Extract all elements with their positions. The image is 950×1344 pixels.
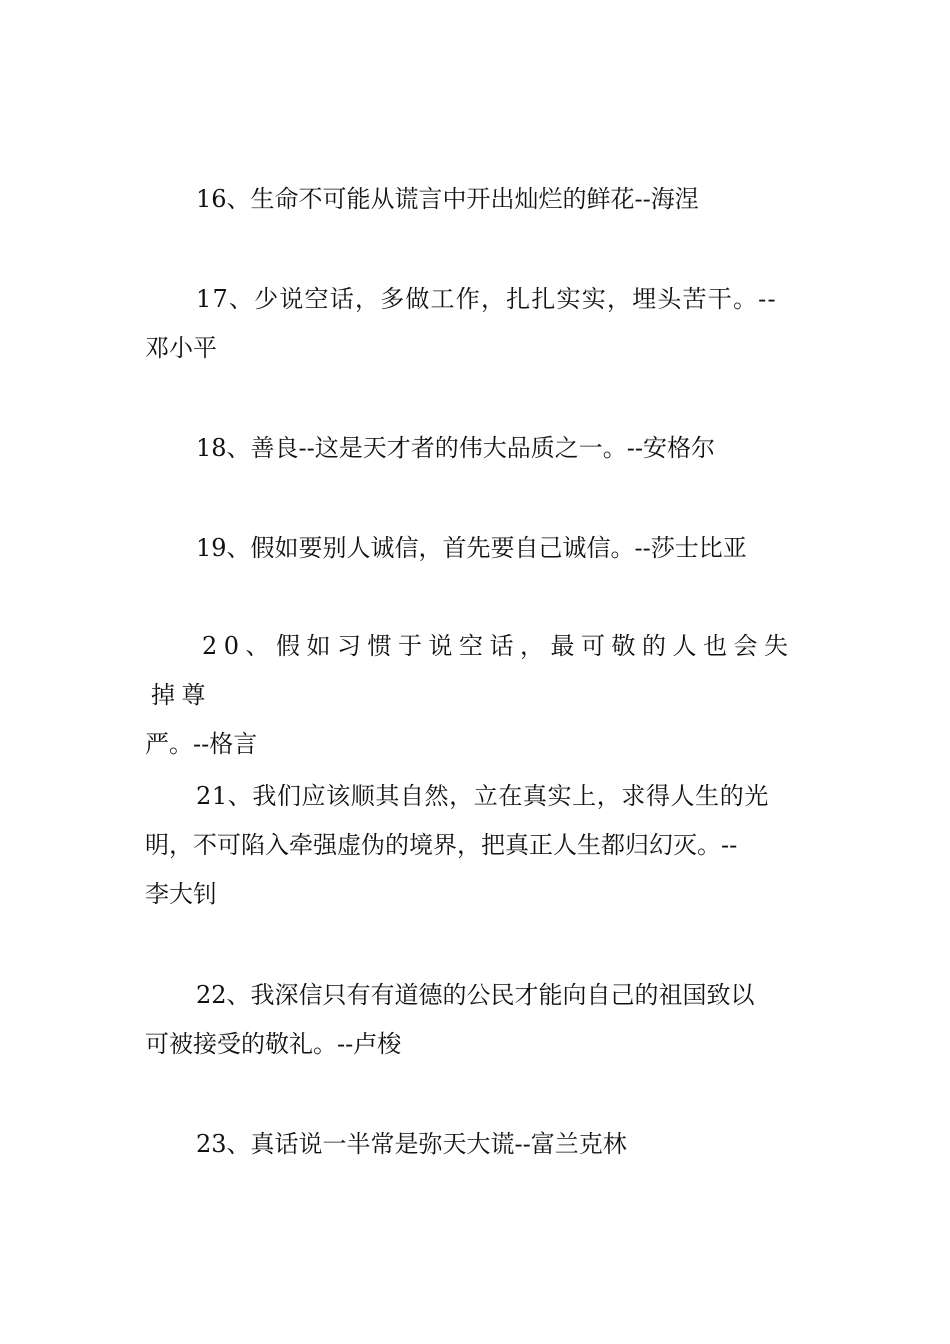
- quote-line: 22、我深信只有有道德的公民才能向自己的祖国致以: [196, 981, 755, 1009]
- quote-line: 20、假如习惯于说空话，最可敬的人也会失掉尊: [151, 632, 795, 709]
- quote-line: 明，不可陷入牵强虚伪的境界，把真正人生都归幻灭。--: [145, 831, 738, 859]
- quote-paragraph-17: [145, 275, 805, 373]
- quote-line: 严。--格言: [145, 730, 258, 758]
- quote-paragraph-19: [145, 524, 805, 573]
- quote-paragraph-18: [145, 424, 805, 473]
- quote-paragraph-20: [145, 622, 805, 769]
- quote-paragraph-22: [145, 971, 805, 1069]
- quote-line: 16、生命不可能从谎言中开出灿烂的鲜花--海涅: [196, 185, 699, 213]
- quote-line: 17、少说空话，多做工作，扎扎实实，埋头苦干。--: [196, 285, 777, 313]
- quote-paragraph-16: [145, 175, 805, 224]
- quote-line: 李大钊: [145, 880, 217, 908]
- quote-line: 19、假如要别人诚信，首先要自己诚信。--莎士比亚: [196, 534, 747, 562]
- quote-line: 邓小平: [145, 334, 217, 362]
- quote-line: 21、我们应该顺其自然，立在真实上，求得人生的光: [196, 782, 769, 810]
- quote-line: 23、真话说一半常是弥天大谎--富兰克林: [196, 1130, 627, 1158]
- quote-paragraph-23: [145, 1120, 805, 1169]
- quote-paragraph-21: [145, 772, 805, 919]
- quote-line: 可被接受的敬礼。--卢梭: [145, 1030, 402, 1058]
- quote-line: 18、善良--这是天才者的伟大品质之一。--安格尔: [196, 434, 715, 462]
